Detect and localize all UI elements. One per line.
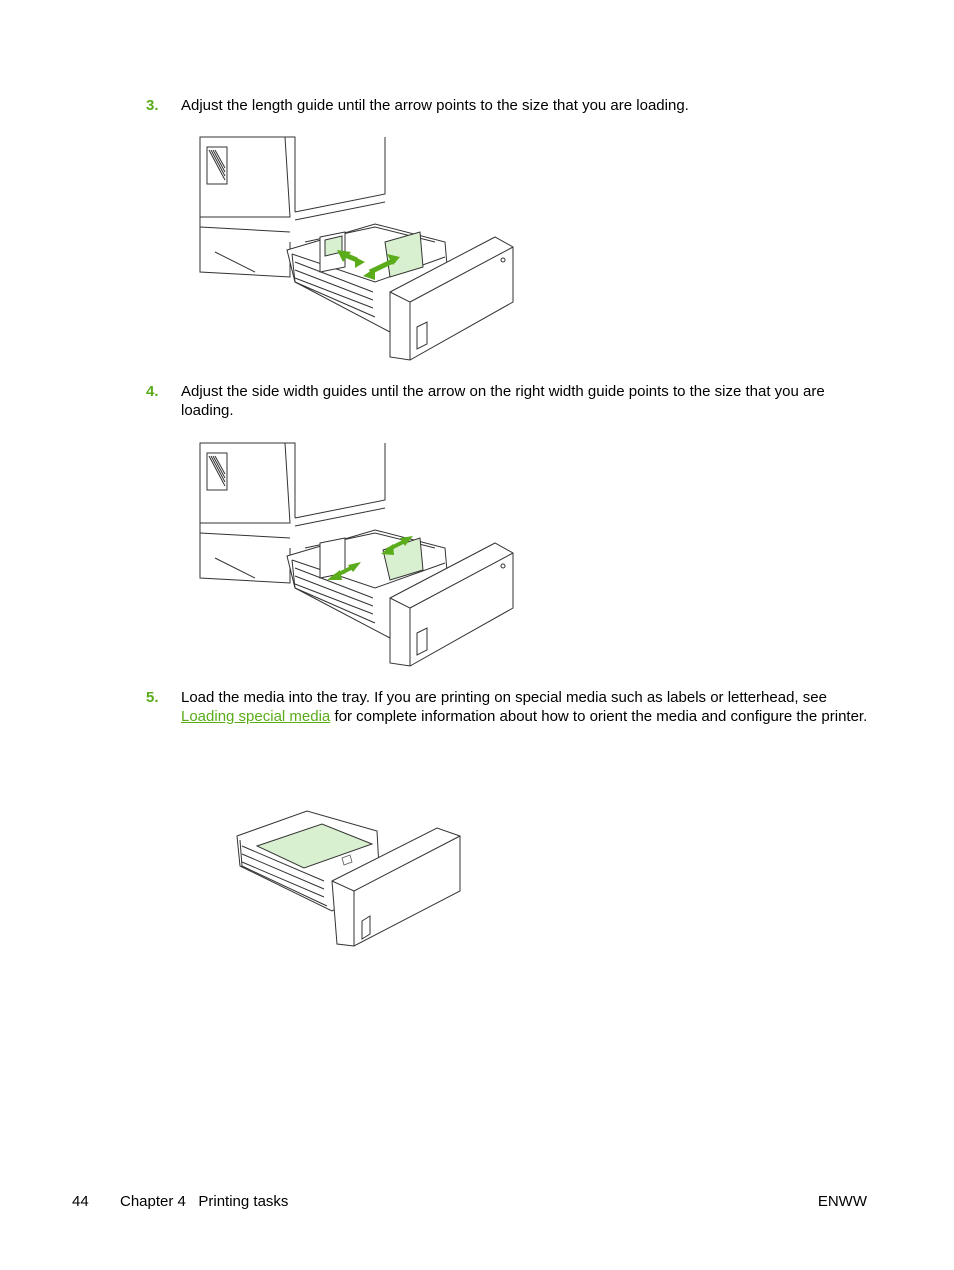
footer-right-label: ENWW bbox=[817, 1193, 867, 1210]
step-text-after: for complete information about how to orient the media and configure the printer. bbox=[330, 708, 868, 725]
step-number: 4. bbox=[146, 383, 159, 400]
page-number: 44 bbox=[72, 1193, 89, 1210]
step-text bbox=[181, 688, 881, 726]
step-number: 5. bbox=[146, 689, 159, 706]
loading-special-media-link[interactable]: Loading special media bbox=[181, 708, 331, 725]
step-text-before: Load the media into the tray. If you are printing on special media such as labels or letterhead, see bbox=[181, 689, 827, 706]
tray-loaded-media-illustration bbox=[232, 806, 464, 951]
step-number: 3. bbox=[146, 97, 159, 114]
tray-length-guide-illustration bbox=[195, 132, 520, 362]
tray-width-guide-illustration bbox=[195, 438, 520, 668]
step-text: Adjust the length guide until the arrow points to the size that you are loading. bbox=[181, 97, 689, 114]
chapter-title: Chapter 4 Printing tasks bbox=[120, 1193, 289, 1210]
step-text: Adjust the side width guides until the arrow on the right width guide points to the size that you are loading. bbox=[181, 383, 825, 419]
